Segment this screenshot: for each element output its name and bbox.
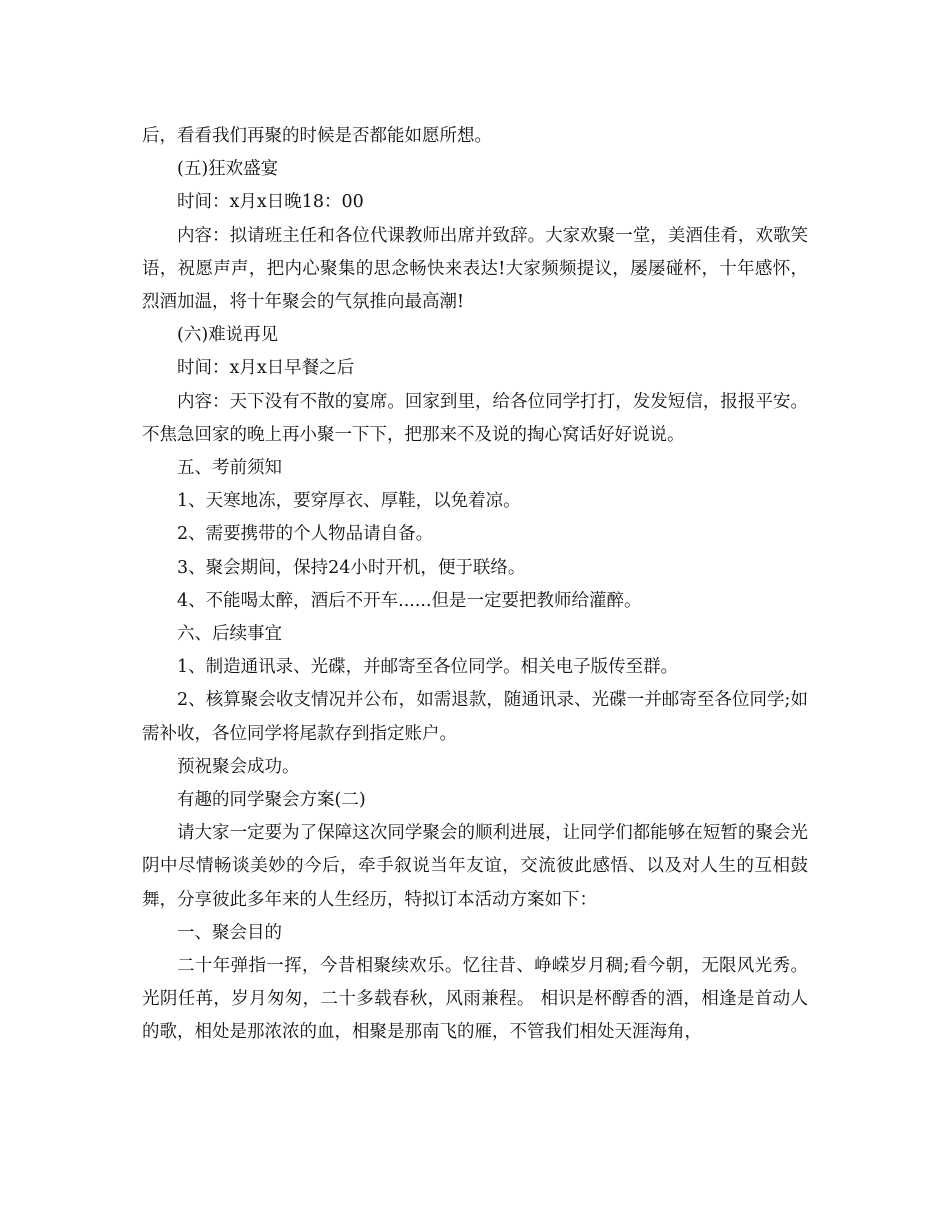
document-body — [142, 120, 808, 1050]
paragraph: 内容：拟请班主任和各位代课教师出席并致辞。大家欢聚一堂，美酒佳肴，欢歌笑语，祝愿声声，把内心聚集的思念畅快来表达!大家频频提议，屡屡碰杯，十年感怀，烈酒加温，将十年聚会的气氛推向最高潮! — [142, 225, 808, 313]
document-title: 有趣的同学聚会方案(二) — [177, 790, 366, 811]
paragraph: 后，看看我们再聚的时候是否都能如愿所想。 — [142, 126, 492, 146]
list-item: 1、制造通讯录、光碟，并邮寄至各位同学。相关电子版传至群。 — [177, 657, 679, 678]
paragraph: 时间：x月x日早餐之后 — [177, 358, 355, 379]
paragraph: 内容：天下没有不散的宴席。回家到里，给各位同学打打，发发短信，报报平安。不焦急回家的晚上再小聚一下下，把那来不及说的掏心窝话好好说说。 — [142, 391, 808, 445]
list-item: 2、需要携带的个人物品请自备。 — [177, 524, 434, 545]
section-heading: 六、后续事宜 — [177, 624, 282, 645]
paragraph: 二十年弹指一挥，今昔相聚续欢乐。忆往昔、峥嵘岁月稠;看今朝，无限风光秀。光阴任苒，岁月匆匆，二十多载春秋，风雨兼程。 相识是杯醇香的酒，相逢是首动人的歌，相处是那浓浓的血，相聚是那南飞的雁，不管我们相处天涯海角， — [142, 956, 808, 1043]
section-heading: (五)狂欢盛宴 — [177, 159, 279, 180]
list-item: 1、天寒地冻，要穿厚衣、厚鞋，以免着凉。 — [177, 491, 521, 512]
list-item: 4、不能喝太醉，酒后不开车......但是一定要把教师给灌醉。 — [177, 590, 642, 611]
section-heading: 一、聚会目的 — [177, 922, 282, 943]
section-heading: (六)难说再见 — [177, 325, 279, 346]
paragraph: 请大家一定要为了保障这次同学聚会的顺利进展，让同学们都能够在短暂的聚会光阴中尽情畅谈美妙的今后，牵手叙说当年友谊，交流彼此感悟、以及对人生的互相鼓舞，分享彼此多年来的人生经历，特拟订本活动方案如下： — [142, 823, 808, 910]
section-heading: 五、考前须知 — [177, 458, 282, 479]
list-item: 3、聚会期间，保持24小时开机，便于联络。 — [177, 557, 526, 578]
list-item: 2、核算聚会收支情况并公布，如需退款，随通讯录、光碟一并邮寄至各位同学;如需补收，各位同学将尾款存到指定账户。 — [142, 690, 808, 744]
paragraph: 时间：x月x日晚18：00 — [177, 192, 364, 213]
paragraph: 预祝聚会成功。 — [177, 756, 300, 777]
